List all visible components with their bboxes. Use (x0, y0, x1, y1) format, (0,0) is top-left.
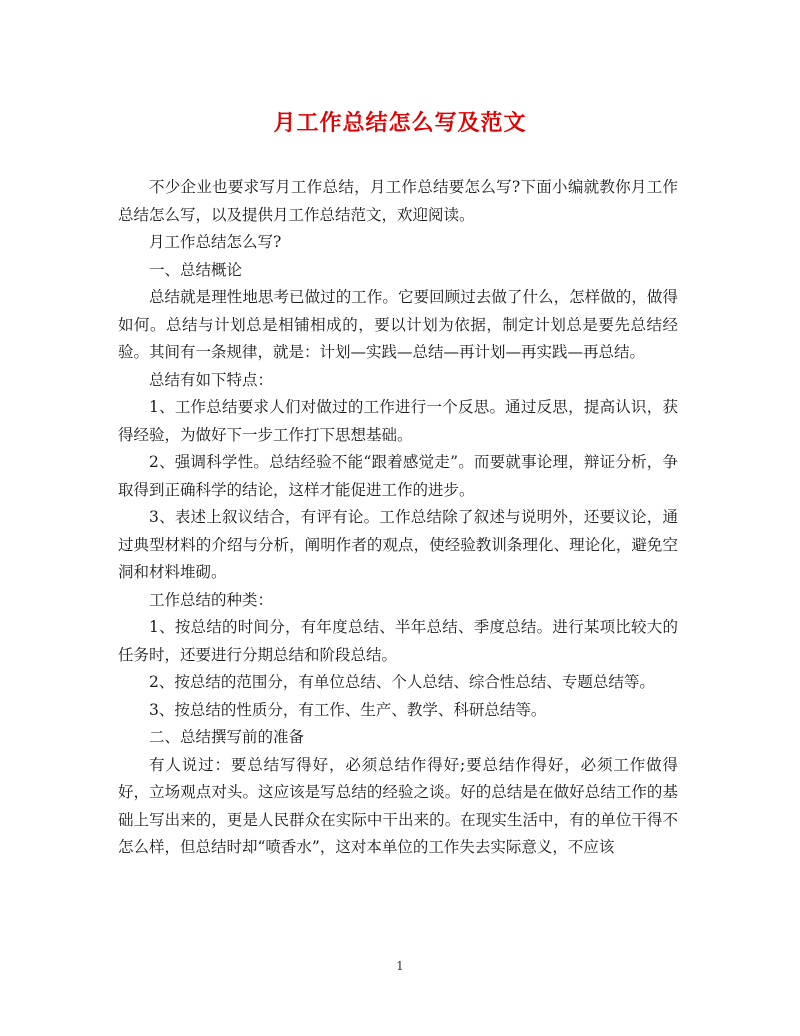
list-item-feature-1: 1、工作总结要求人们对做过的工作进行一个反思。通过反思，提高认识，获得经验，为做好下一步工作打下思想基础。 (118, 398, 678, 444)
paragraph-definition: 总结就是理性地思考已做过的工作。它要回顾过去做了什么，怎样做的，做得如何。总结与计划总是相铺相成的，要以计划为依据，制定计划总是要先总结经验。其间有一条规律，就是：计划—实践—总结—再计划—再实践—再总结。 (118, 288, 678, 361)
list-item-type-2: 2、按总结的范围分，有单位总结、个人总结、综合性总结、专题总结等。 (149, 673, 655, 691)
paragraph-types-heading: 工作总结的种类： (149, 590, 274, 609)
list-item-type-3: 3、按总结的性质分，有工作、生产、教学、科研总结等。 (149, 700, 547, 719)
paragraph-question: 月工作总结怎么写? (149, 233, 282, 251)
list-item-feature-2: 2、强调科学性。总结经验不能“跟着感觉走”。而要就事论理，辩证分析，争取得到正确科学的结论，这样才能促进工作的进步。 (118, 453, 678, 499)
list-item-type-1: 1、按总结的时间分，有年度总结、半年总结、季度总结。进行某项比较大的任务时，还要进行分期总结和阶段总结。 (118, 618, 678, 664)
paragraph-features-heading: 总结有如下特点： (149, 370, 274, 389)
document-body (118, 174, 678, 862)
document-title: 月工作总结怎么写及范文 (273, 110, 527, 136)
section-heading-preparation: 二、总结撰写前的准备 (149, 728, 305, 746)
list-item-feature-3: 3、表述上叙议结合，有评有论。工作总结除了叙述与说明外，还要议论，通过典型材料的介绍与分析，阐明作者的观点，使经验教训条理化、理论化，避免空洞和材料堆砌。 (118, 508, 678, 581)
section-heading-overview: 一、总结概论 (149, 260, 243, 279)
page-number: 1 (396, 959, 404, 973)
paragraph-preparation: 有人说过：要总结写得好，必须总结作得好;要总结作得好，必须工作做得好，立场观点对头。这应该是写总结的经验之谈。好的总结是在做好总结工作的基础上写出来的，更是人民群众在实际中干出来的。在现实生活中，有的单位干得不怎么样，但总结时却“喷香水”，这对本单位的工作失去实际意义，不应该 (118, 755, 678, 856)
paragraph-intro: 不少企业也要求写月工作总结，月工作总结要怎么写?下面小编就教你月工作总结怎么写，以及提供月工作总结范文，欢迎阅读。 (118, 178, 678, 224)
